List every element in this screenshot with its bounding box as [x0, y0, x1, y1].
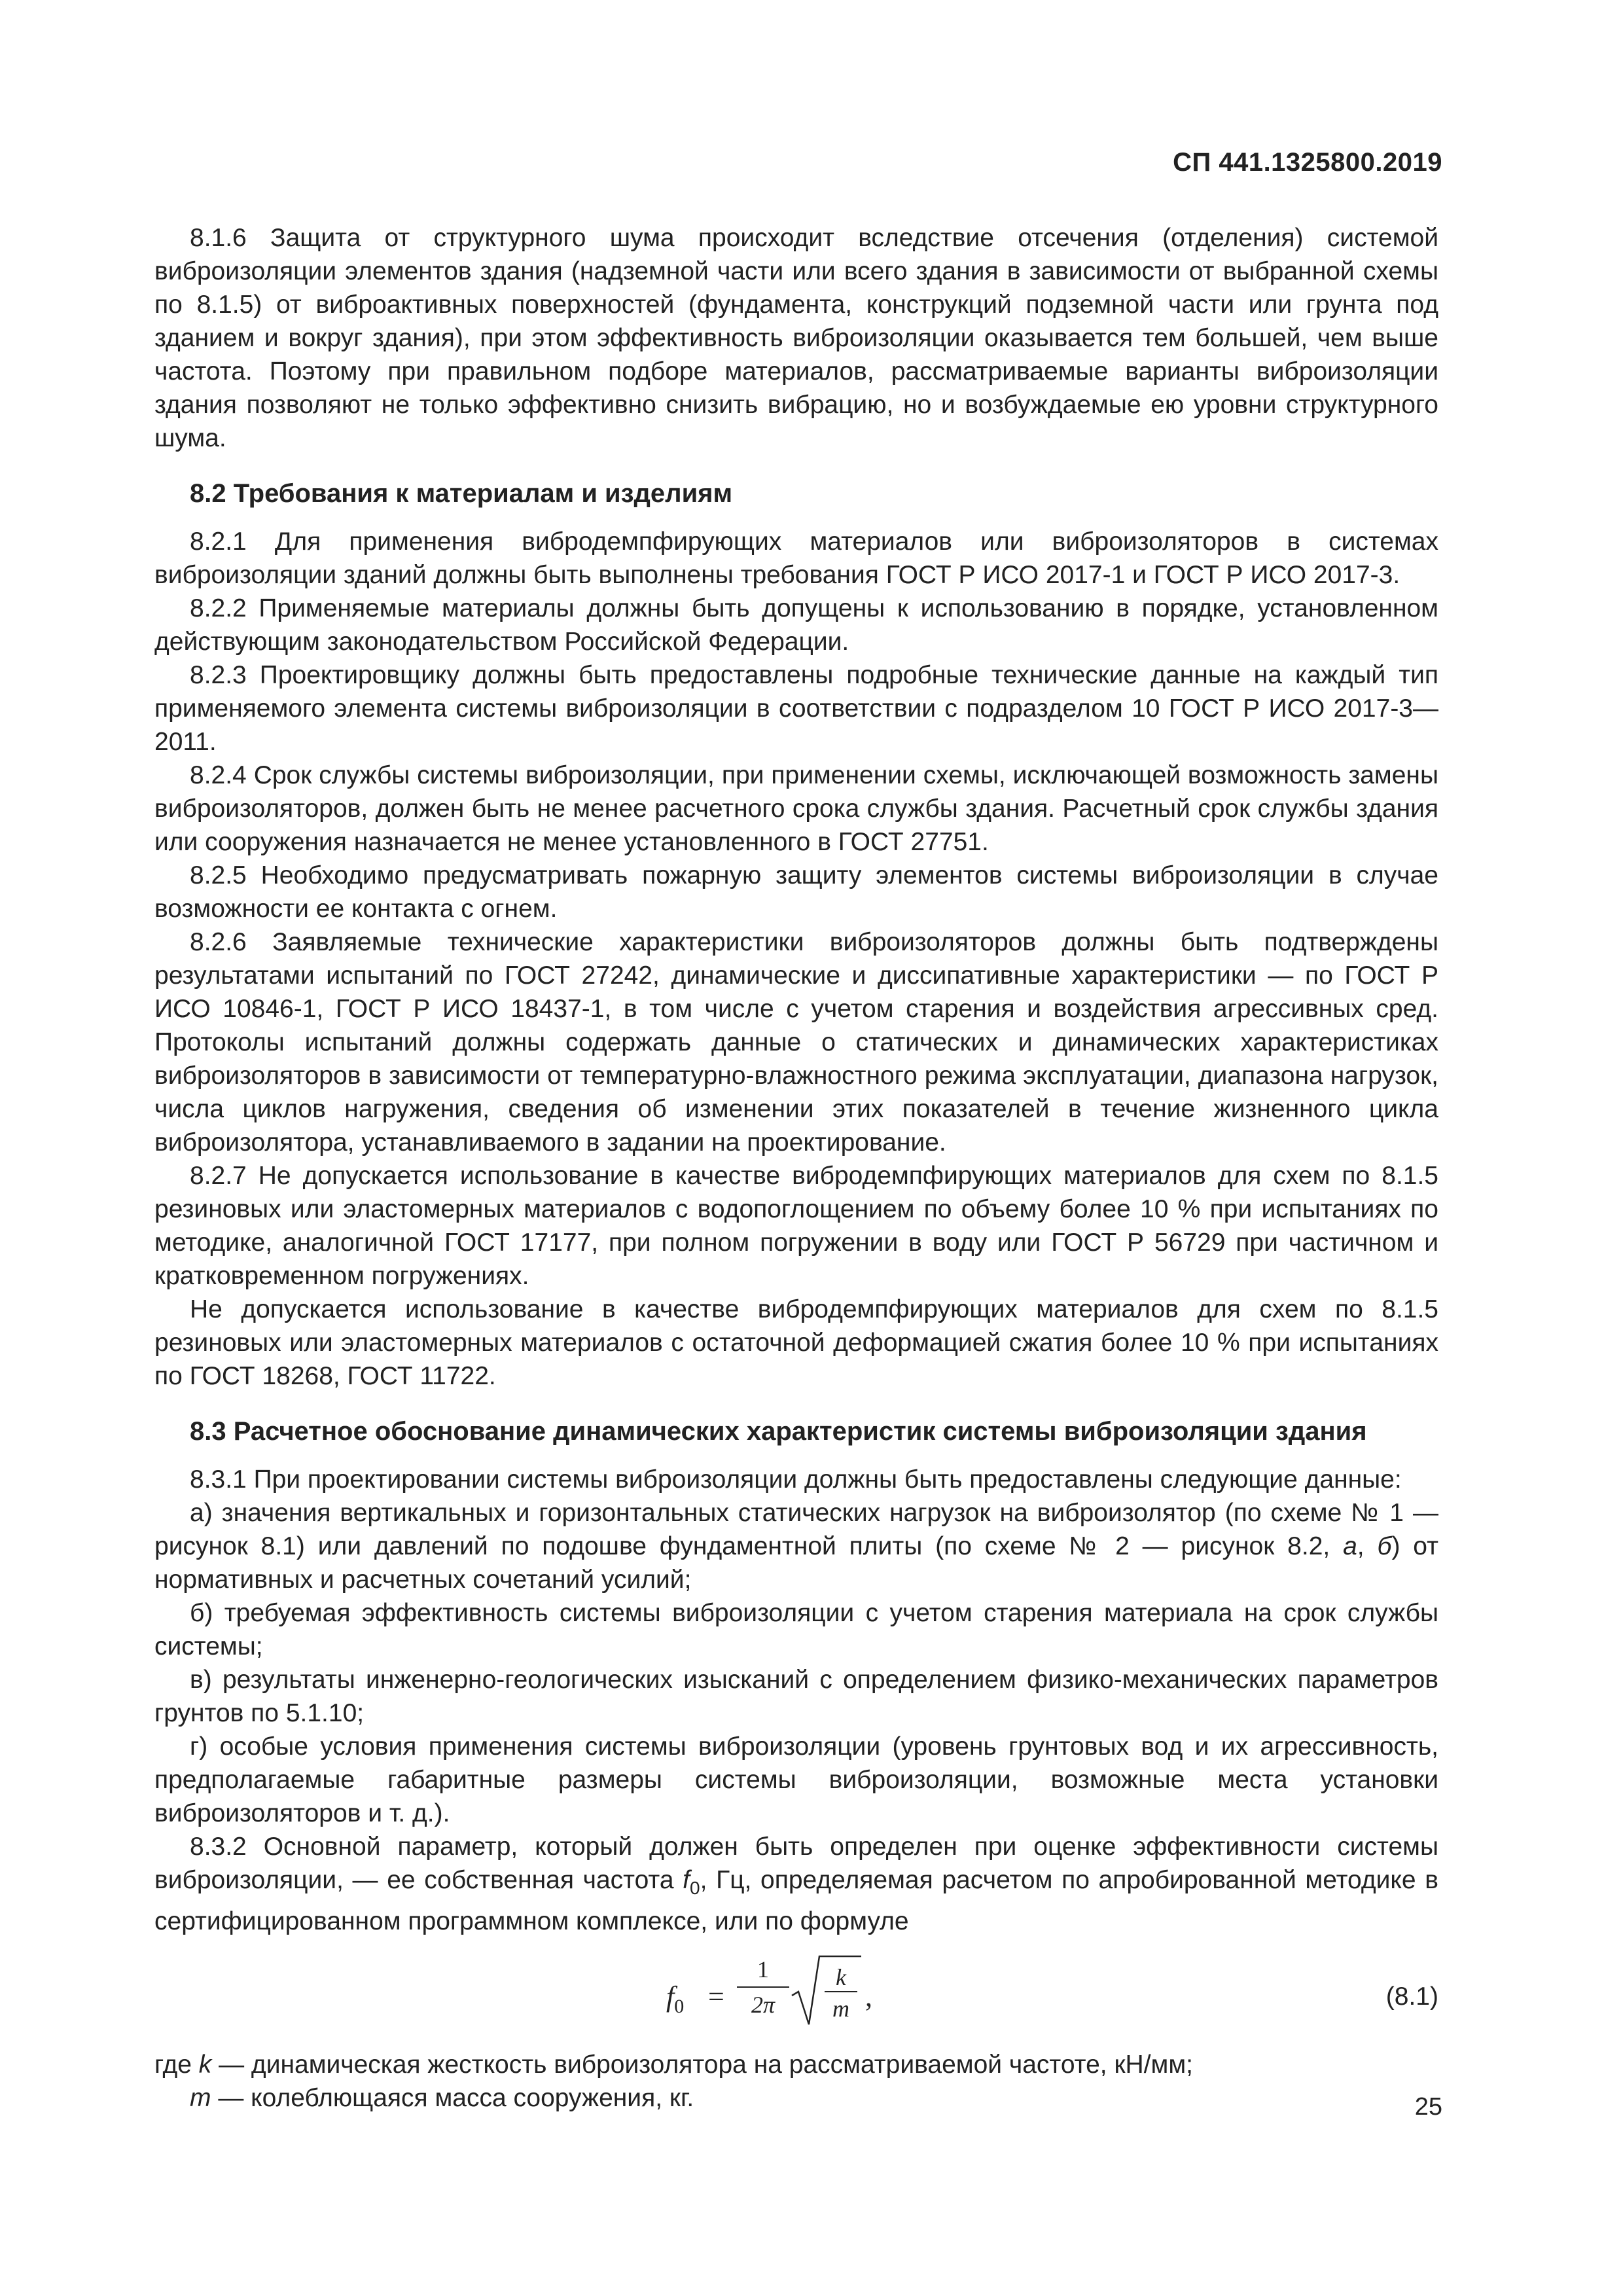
- formula-number: (8.1): [1385, 1982, 1438, 2011]
- list-item-c: в) результаты инженерно-геологических изысканий с определением физико-механических параметров грунтов по 5.1.10;: [154, 1666, 1438, 1727]
- paragraph-8-2-3: 8.2.3 Проектировщику должны быть предоставлены подробные технические данные на каждый тип применяемого элемента системы виброизоляции в соответствии с подразделом 10 ГОСТ Р ИСО 2017-3—2011.: [154, 661, 1438, 756]
- paragraph-8-1-6: 8.1.6 Защита от структурного шума происходит вследствие отсечения (отделения) системой виброизоляции элементов здания (надземной части или всего здания в зависимости от выбранной схемы по 8.1.5) от виброактивных поверхностей (фундамента, конструкций подземной части или грунта под зданием и вокруг здания), при этом эффективность виброизоляции оказывается тем большей, чем выше частота. Поэтому при правильном подборе материалов, рассматриваемые варианты виброизоляции здания позволяют не только эффективно снизить вибрацию, но и возбуждаемые ею уровни структурного шума.: [154, 224, 1438, 452]
- formula-8-1: [154, 1950, 1438, 2041]
- page-number: 25: [1414, 2093, 1442, 2121]
- document-code: СП 441.1325800.2019: [1173, 148, 1442, 177]
- paragraph-8-2-2: 8.2.2 Применяемые материалы должны быть допущены к использованию в порядке, установленном действующим законодательством Российской Федерации.: [154, 594, 1438, 656]
- list-item-d: г) особые условия применения системы виброизоляции (уровень грунтовых вод и их агрессивность, предполагаемые габаритные размеры системы виброизоляции, возможные места установки виброизоляторов и т. д.).: [154, 1732, 1438, 1827]
- formula-comma: ,: [865, 1980, 872, 2013]
- list-item-b: б) требуемая эффективность системы виброизоляции с учетом старения материала на срок службы системы;: [154, 1599, 1438, 1660]
- page-body: [154, 221, 1438, 2115]
- paragraph-8-2-6: 8.2.6 Заявляемые технические характеристики виброизоляторов должны быть подтверждены результатами испытаний по ГОСТ 27242, динамические и диссипативные характеристики — по ГОСТ Р ИСО 10846-1, ГОСТ Р ИСО 18437-1, в том числе с учетом старения и воздействия агрессивных сред. Протоколы испытаний должны содержать данные о статических и динамических характеристиках виброизоляторов в зависимости от температурно-влажностного режима эксплуатации, диапазона нагрузок, числа циклов нагружения, сведения об изменении этих показателей в течение жизненного цикла виброизолятора, устанавливаемого в задании на проектирование.: [154, 928, 1438, 1157]
- paragraph-8-3-1: 8.3.1 При проектировании системы виброизоляции должны быть предоставлены следующие данные:: [190, 1465, 1402, 1494]
- paragraph-8-3-2: 8.3.2 Основной параметр, который должен быть определен при оценке эффективности системы виброизоляции, — ее собственная частота $f_0$, Гц, определяемая расчетом по апробированной методике в сертифицированном программном комплексе, или по формуле: [154, 1833, 1438, 1935]
- section-heading-8-2: 8.2 Требования к материалам и изделиям: [190, 479, 733, 508]
- square-root-sign: [791, 1951, 863, 2030]
- paragraph-8-2-7-continued: Не допускается использование в качестве вибродемпфирующих материалов для схем по 8.1.5 резиновых или эластомерных материалов с остаточной деформацией сжатия более 10 % при испытаниях по ГОСТ 18268, ГОСТ 11722.: [154, 1295, 1438, 1390]
- definition-m: m — колеблющаяся масса сооружения, кг.: [190, 2083, 694, 2112]
- paragraph-8-2-7: 8.2.7 Не допускается использование в качестве вибродемпфирующих материалов для схем по 8.1.5 резиновых или эластомерных материалов с водопоглощением по объему более 10 % при испытаниях по методике, аналогичной ГОСТ 17177, при полном погружении в воду или ГОСТ Р 56729 при частичном и кратковременном погружениях.: [154, 1162, 1438, 1290]
- formula-lhs: $f_0$: [666, 1980, 685, 2017]
- radicand-numerator: k: [836, 1964, 846, 1990]
- formula-equals: =: [708, 1980, 724, 2013]
- definition-k: где k — динамическая жесткость виброизолятора на рассматриваемой частоте, кН/мм;: [154, 2050, 1193, 2079]
- formula-fraction: 1 2π: [737, 1955, 789, 2019]
- paragraph-8-2-5: 8.2.5 Необходимо предусматривать пожарную защиту элементов системы виброизоляции в случае возможности ее контакта с огнем.: [154, 861, 1438, 923]
- section-heading-8-3: 8.3 Расчетное обоснование динамических характеристик системы виброизоляции здания: [190, 1417, 1367, 1446]
- paragraph-8-2-1: 8.2.1 Для применения вибродемпфирующих материалов или виброизоляторов в системах виброизоляции зданий должны быть выполнены требования ГОСТ Р ИСО 2017-1 и ГОСТ Р ИСО 2017-3.: [154, 528, 1438, 589]
- radicand-denominator: m: [832, 1995, 849, 2022]
- list-item-a: а) значения вертикальных и горизонтальных статических нагрузок на виброизолятор (по схеме № 1 — рисунок 8.1) или давлений по подошве фундаментной плиты (по схеме № 2 — рисунок 8.2, а, б) от нормативных и расчетных сочетаний усилий;: [154, 1499, 1438, 1594]
- paragraph-8-2-4: 8.2.4 Срок службы системы виброизоляции, при применении схемы, исключающей возможность замены виброизоляторов, должен быть не менее расчетного срока службы здания. Расчетный срок службы здания или сооружения назначается не менее установленного в ГОСТ 27751.: [154, 761, 1438, 856]
